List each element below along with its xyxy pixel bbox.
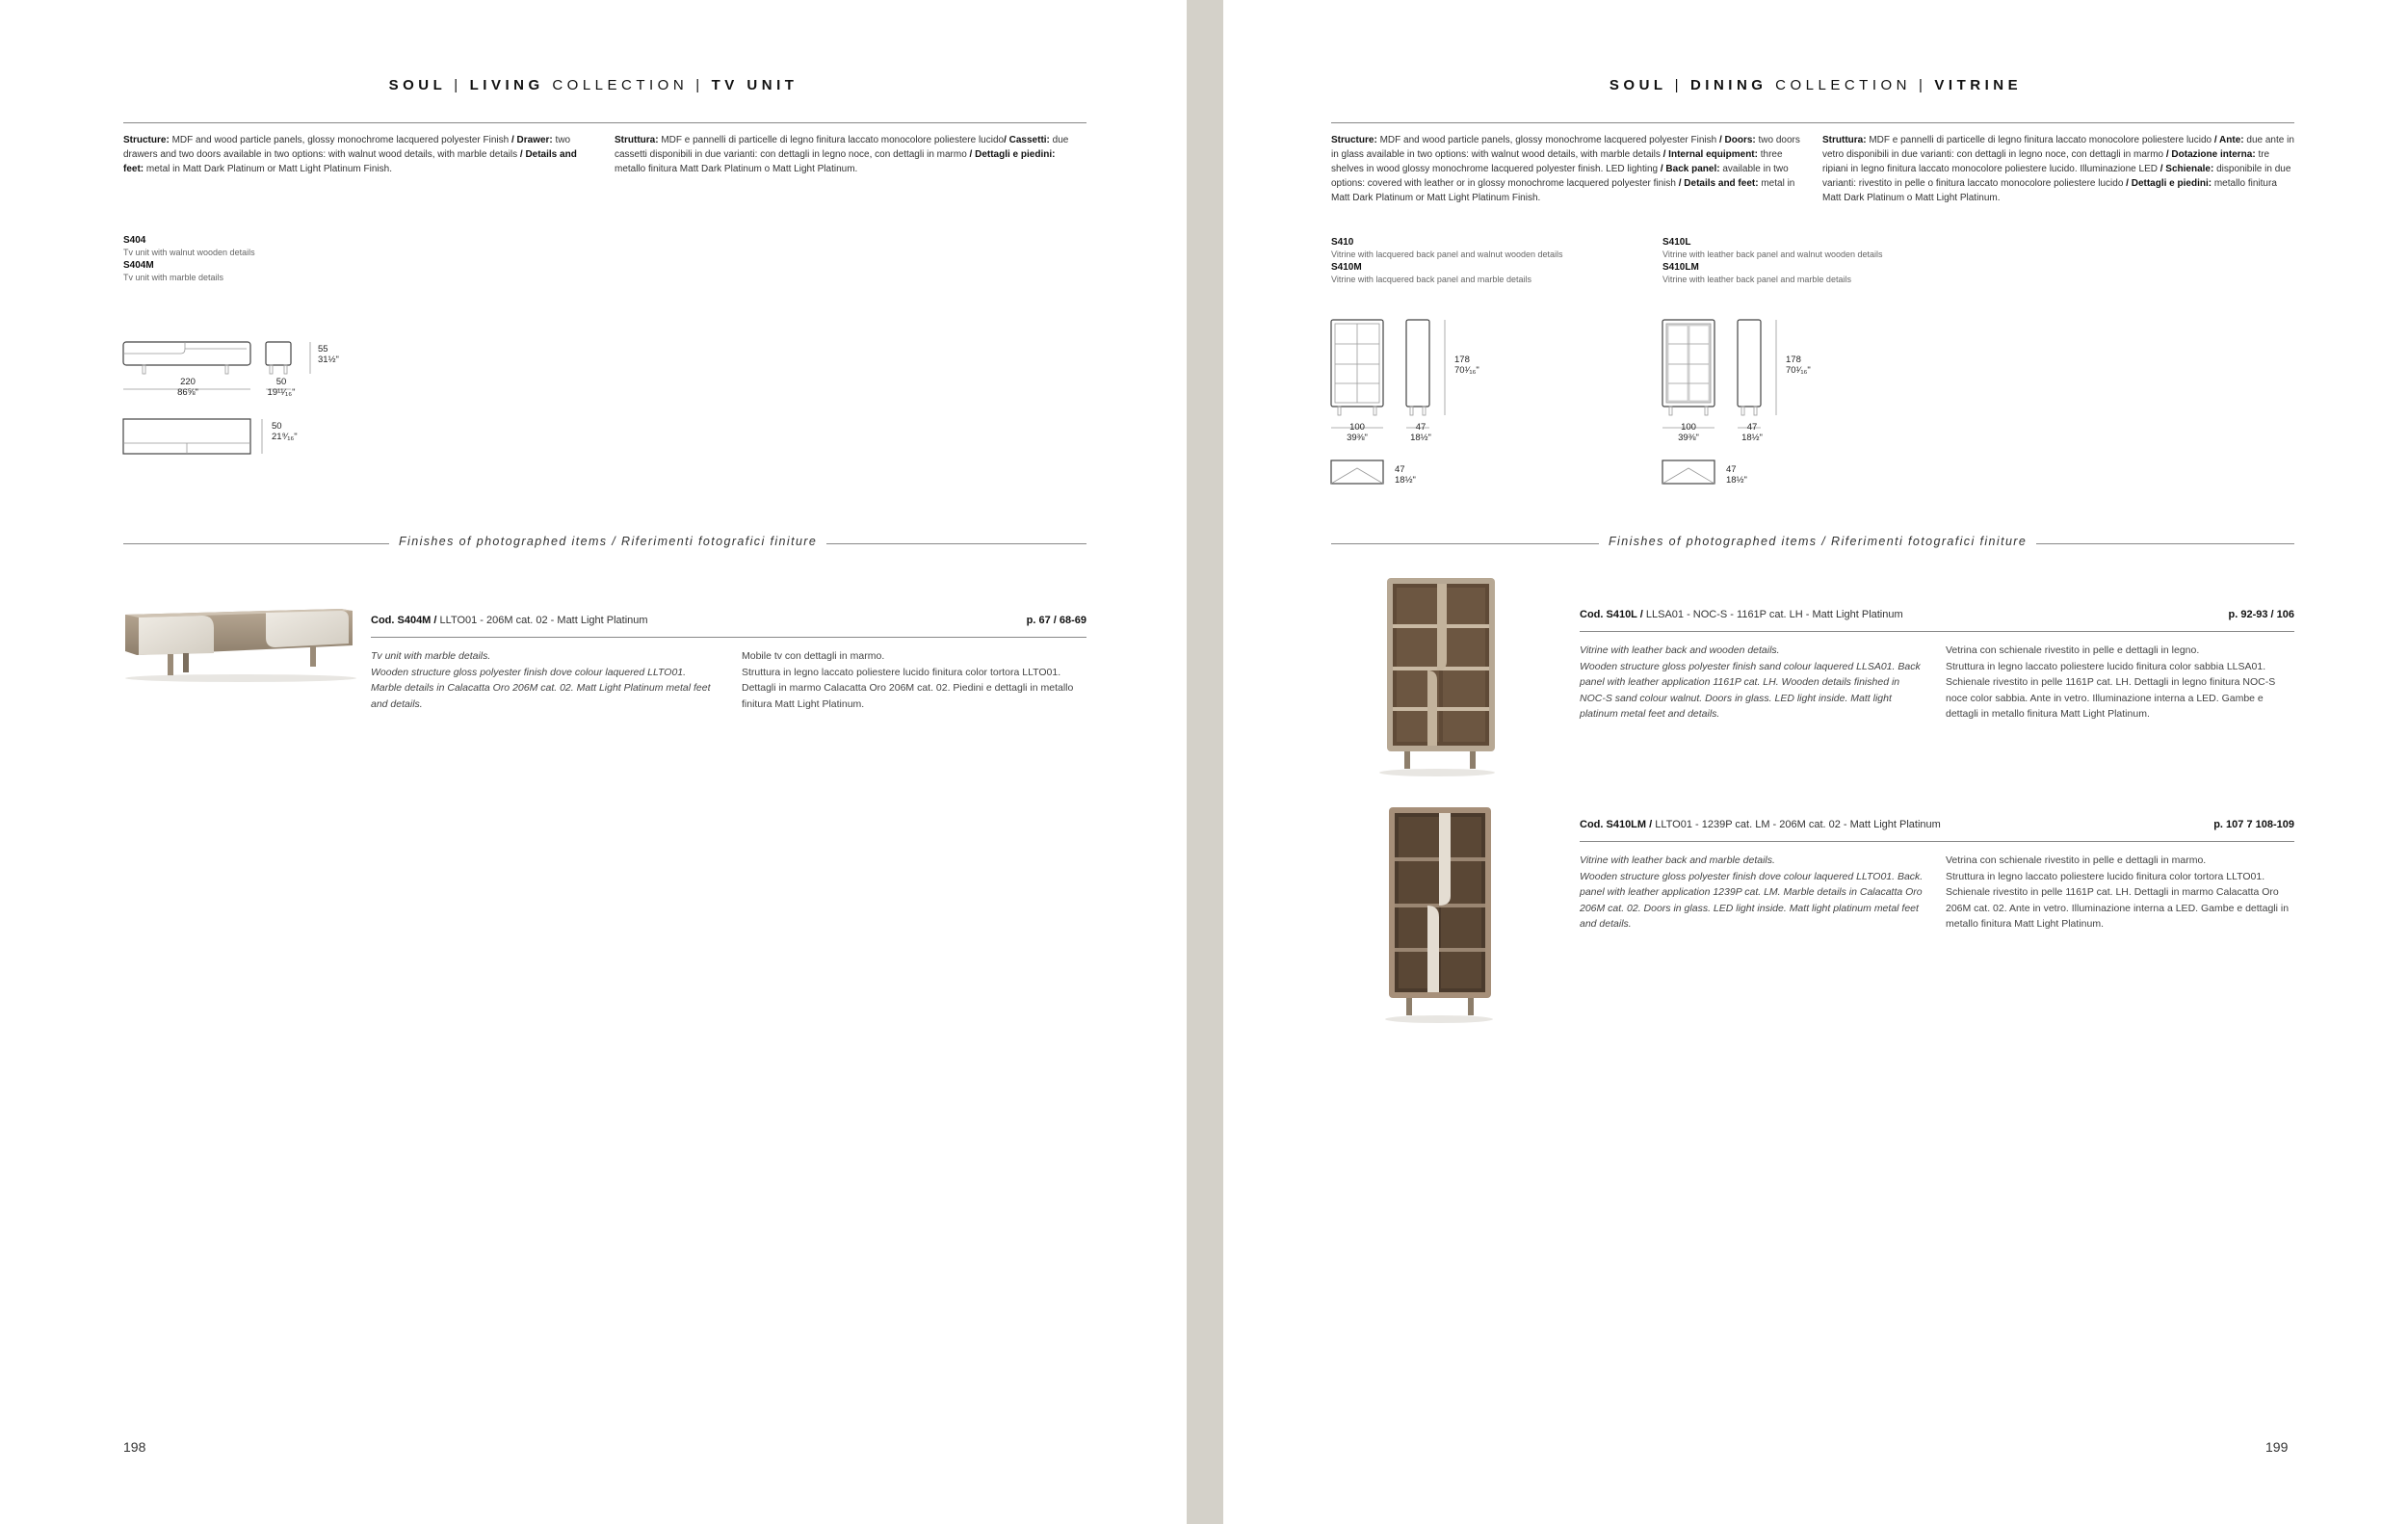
model-code: S410L bbox=[1662, 237, 1691, 248]
header-rule bbox=[123, 122, 1086, 123]
product-rule bbox=[371, 637, 1086, 638]
dim-height: 178 70¹⁄₁₆" bbox=[1454, 355, 1479, 376]
model-desc: Vitrine with leather back panel and walnut wooden details bbox=[1662, 250, 1883, 259]
page-reference: p. 67 / 68-69 bbox=[1026, 615, 1086, 626]
model-list bbox=[123, 234, 255, 284]
model-list-leather bbox=[1662, 236, 1882, 286]
dim-width: 100 39⅜" bbox=[1678, 422, 1699, 443]
model-code: S410LM bbox=[1662, 262, 1699, 273]
dim-depth: 47 18½" bbox=[1410, 422, 1431, 443]
page-number: 198 bbox=[123, 1439, 146, 1455]
model-list-lacquered bbox=[1331, 236, 1563, 286]
model-code: S404 bbox=[123, 235, 146, 246]
product-description-en: Vitrine with leather back and wooden details. Wooden structure gloss polyester finish sand colour laquered LLSA01. Back panel with leather application 1161P cat. LH. Wooden details finished in NOC-S sand colour walnut. Doors in glass. LED light inside. Matt light platinum metal feet and details. bbox=[1580, 644, 1921, 720]
model-desc: Vitrine with leather back panel and marble details bbox=[1662, 275, 1851, 284]
product-code: Cod. S410LM / LLTO01 - 1239P cat. LM - 206M cat. 02 - Matt Light Platinum bbox=[1580, 819, 1941, 830]
product-description-it: Vetrina con schienale rivestito in pelle e dettagli in marmo. Struttura in legno laccato poliestere lucido finitura color tortora LLTO01. Schienale rivestito in pelle 1161P cat. LH. Dettagli in marmo Calacatta Oro 206M cat. 02. Ante in vetro. Illuminazione interna a LED. Gambe e dettagli in metallo finitura Matt Light Platinum. bbox=[1946, 854, 2290, 930]
tv-unit-photo bbox=[121, 605, 360, 682]
product-description-it: Mobile tv con dettagli in marmo. Struttura in legno laccato poliestere lucido finitura color tortora LLTO01. Dettagli in marmo Calacatta Oro 206M cat. 02. Piedini e dettagli in metallo finitura Matt Light Platinum. bbox=[742, 650, 1074, 710]
header-rule bbox=[1331, 122, 2294, 123]
finishes-label: Finishes of photographed items / Riferimenti fotografici finiture bbox=[1599, 535, 2036, 548]
page-reference: p. 92-93 / 106 bbox=[2228, 609, 2294, 620]
product-code: Cod. S404M / LLTO01 - 206M cat. 02 - Matt Light Platinum bbox=[371, 615, 648, 626]
vitrine-leather-photo bbox=[1374, 574, 1508, 778]
left-page bbox=[0, 0, 1187, 1524]
dim-height: 178 70¹⁄₁₆" bbox=[1786, 355, 1811, 376]
dim-depth: 50 19¹¹⁄₁₆" bbox=[267, 377, 296, 398]
product-code: Cod. S410L / LLSA01 - NOC-S - 1161P cat. LH - Matt Light Platinum bbox=[1580, 609, 1903, 620]
spec-text-en: Structure: MDF and wood particle panels, glossy monochrome lacquered polyester Finish / Drawer: two drawers and two doors available in two options: with walnut wood details, with marble details / Details and feet: metal in Matt Dark Platinum or Matt Light Platinum Finish. bbox=[123, 135, 577, 174]
page-spine bbox=[1187, 0, 1223, 1524]
model-desc: Vitrine with lacquered back panel and marble details bbox=[1331, 275, 1531, 284]
product-description-en: Tv unit with marble details. Wooden structure gloss polyester finish dove colour laquered LLTO01. Marble details in Calacatta Oro 206M cat. 02. Matt Light Platinum metal feet and details. bbox=[371, 650, 711, 710]
model-code: S410 bbox=[1331, 237, 1354, 248]
model-desc: Tv unit with marble details bbox=[123, 273, 224, 282]
product-rule bbox=[1580, 631, 2294, 632]
page-title: SOUL | DINING COLLECTION | VITRINE bbox=[1609, 77, 2023, 93]
dim-width: 220 86⅝" bbox=[177, 377, 198, 398]
spec-text-en: Structure: MDF and wood particle panels, glossy monochrome lacquered polyester Finish / Doors: two doors in glass available in two options: with walnut wood details, with marble details / Internal equipment: three shelves in wood glossy monochrome lacquered polyester finish. LED lighting / Back panel: available in two options: covered with leather or in glossy monochrome lacquered polyester finish / Details and feet: metal in Matt Dark Platinum or Matt Light Platinum Finish. bbox=[1331, 135, 1800, 203]
model-code: S404M bbox=[123, 260, 154, 271]
right-page bbox=[1223, 0, 2408, 1524]
dim-top-depth: 50 21⁹⁄₁₆" bbox=[272, 421, 298, 442]
page-reference: p. 107 7 108-109 bbox=[2213, 819, 2294, 830]
page-title: SOUL | LIVING COLLECTION | TV UNIT bbox=[388, 77, 798, 93]
page-number: 199 bbox=[2265, 1439, 2289, 1455]
dim-height: 55 31½" bbox=[318, 344, 339, 365]
dim-depth: 47 18½" bbox=[1741, 422, 1763, 443]
model-code: S410M bbox=[1331, 262, 1362, 273]
product-description-en: Vitrine with leather back and marble details. Wooden structure gloss polyester finish dove colour laquered LLTO01. Back. panel with leather application 1239P cat. LM. Marble details in Calacatta Oro 206M cat. 02. Doors in glass. LED light inside. Matt light platinum metal feet and details. bbox=[1580, 854, 1924, 930]
spec-text-it: Struttura: MDF e pannelli di particelle di legno finitura laccato monocolore poliestere lucido/ Cassetti: due cassetti disponibili in due varianti: con dettagli in legno noce, con dettagli in marmo / Dettagli e piedini: metallo finitura Matt Dark Platinum o Matt Light Platinum. bbox=[615, 135, 1069, 174]
product-rule bbox=[1580, 841, 2294, 842]
model-desc: Vitrine with lacquered back panel and walnut wooden details bbox=[1331, 250, 1563, 259]
dim-width: 100 39⅜" bbox=[1347, 422, 1368, 443]
product-description-it: Vetrina con schienale rivestito in pelle e dettagli in legno. Struttura in legno laccato poliestere lucido finitura color sabbia LLSA01. Schienale rivestito in pelle 1161P cat. LH. Dettagli in legno finitura NOC-S noce color sabbia. Ante in vetro. Illuminazione interna a LED. Gambe e dettagli in metallo finitura Matt Light Platinum. bbox=[1946, 644, 2276, 720]
dim-top-depth: 47 18½" bbox=[1395, 464, 1416, 486]
vitrine-marble-photo bbox=[1375, 803, 1510, 1025]
model-desc: Tv unit with walnut wooden details bbox=[123, 248, 255, 257]
dim-top-depth: 47 18½" bbox=[1726, 464, 1747, 486]
finishes-label: Finishes of photographed items / Riferimenti fotografici finiture bbox=[389, 535, 826, 548]
spec-text-it: Struttura: MDF e pannelli di particelle di legno finitura laccato monocolore poliestere lucido / Ante: due ante in vetro disponibili in due varianti: con dettagli in legno noce, con dettagli in marmo / Dotazione interna: tre ripiani in legno finitura laccato monocolore poliestere lucido. Illuminazione LED / Schienale: disponibile in due varianti: rivestito in pelle o finitura laccato monocolore poliestere lucido / Dettagli e piedini: metallo finitura Matt Dark Platinum o Matt Light Platinum. bbox=[1822, 135, 2294, 203]
